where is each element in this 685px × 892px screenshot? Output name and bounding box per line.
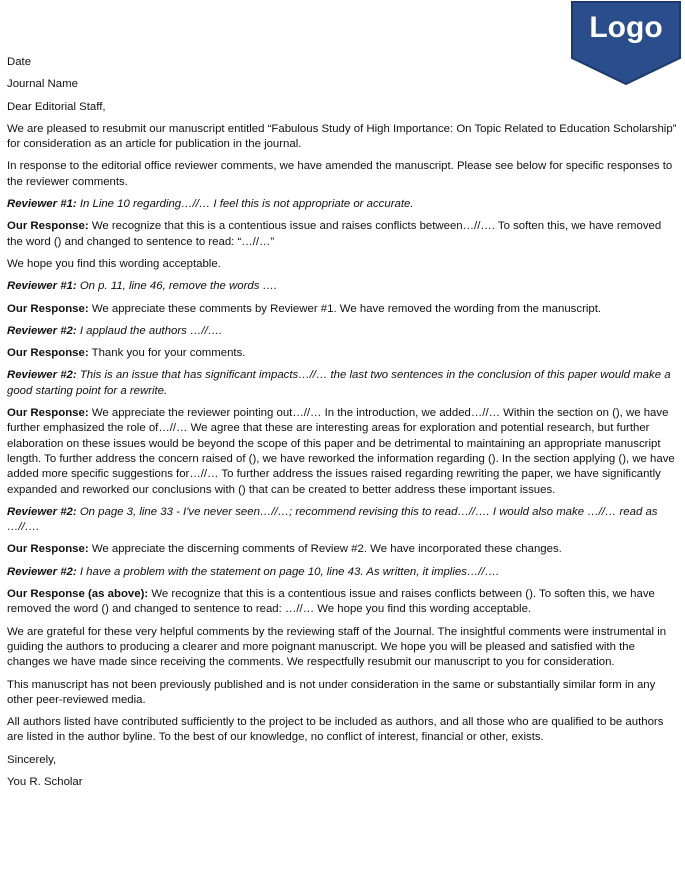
response-text: We appreciate the discerning comments of Review #2. We have incorporated these changes.	[88, 543, 562, 556]
reviewer-label: Reviewer #2:	[7, 505, 77, 518]
reviewer-comment	[7, 505, 679, 536]
reviewer-comment	[7, 197, 679, 212]
response-label: Our Response:	[7, 220, 89, 233]
closing-paragraph: All authors listed have contributed sufficiently to the project to be included as authors, and all those who are qualified to be authors are listed in the author byline. To the best of our knowledge, no conflict of interest, financial or other, exists.	[7, 716, 664, 744]
response-label: Our Response (as above):	[7, 588, 149, 601]
reviewer-label: Reviewer #1:	[7, 280, 77, 293]
date-line: Date	[7, 56, 32, 68]
response-text: We appreciate these comments by Reviewer #1. We have removed the wording from the manuscript.	[88, 302, 602, 315]
response-label: Our Response:	[7, 347, 89, 360]
reviewer-label: Reviewer #2:	[7, 324, 77, 337]
reviewer-comment-text: I have a problem with the statement on page 10, line 43. As written, it implies…//….	[76, 565, 500, 578]
author-response	[7, 219, 679, 250]
author-response	[7, 587, 679, 618]
letter-body	[7, 55, 679, 797]
signature: You R. Scholar	[7, 775, 83, 788]
reviewer-comment-text: On p. 11, line 46, remove the words ….	[76, 280, 278, 293]
author-response	[7, 346, 679, 361]
signoff: Sincerely,	[7, 753, 57, 766]
reviewer-comment-text: I applaud the authors …//….	[76, 324, 223, 337]
reviewer-comment-text: This is an issue that has significant impacts…//… the last two sentences in the conclusion of this paper would make a good starting point for a rewrite.	[7, 369, 671, 397]
reviewer-label: Reviewer #1:	[7, 198, 77, 211]
reviewer-label: Reviewer #2:	[7, 369, 77, 382]
response-label: Our Response:	[7, 302, 89, 315]
response-text: We recognize that this is a contentious issue and raises conflicts between…//…. To soften this, we have removed the word () and changed to sentence to read: “…//…”	[7, 220, 662, 248]
response-text: Thank you for your comments.	[88, 347, 246, 360]
logo-text: Logo	[589, 11, 663, 44]
response-text: We appreciate the reviewer pointing out…//… In the introduction, we added…//… Within the section on (), we have further emphasized the role of…//… We agree that these are interesting areas for exploration and potential research, but further elaboration on these issues would be beyond the scope of this paper and be detrimental to maintaining an appropriate manuscript length. To further address the concern raised of (), we have reworked the information regarding (). In the section applying (), we have added more specific suggestions for…//… To further address the issues raised regarding rewriting the paper, we have significantly expanded and reworked our conclusions with () that can be created to better address these important issues.	[7, 407, 675, 496]
response-label: Our Response:	[7, 543, 89, 556]
author-response	[7, 542, 679, 557]
reviewer-comment	[7, 279, 679, 294]
response-text: We recognize that this is a contentious issue and raises conflicts between (). To soften this, we have removed the word () and changed to sentence to read: …//… We hope you find this wording acceptable.	[7, 588, 655, 616]
intro-paragraph: In response to the editorial office reviewer comments, we have amended the manuscript. Please see below for specific responses to the reviewer comments.	[7, 160, 673, 188]
closing-paragraph: This manuscript has not been previously published and is not under consideration in the same or substantially similar form in any other peer-reviewed media.	[7, 678, 656, 706]
reviewer-comment	[7, 368, 679, 399]
reviewer-comment-text: In Line 10 regarding…//… I feel this is not appropriate or accurate.	[76, 198, 414, 211]
closing-paragraph: We are grateful for these very helpful comments by the reviewing staff of the Journal. The insightful comments were instrumental in guiding the authors to producing a clearer and more poignant manuscript. We hope you will be pleased and satisfied with the changes we have made since receiving the comments. We respectfully resubmit our manuscript to you for consideration.	[7, 625, 667, 669]
reviewer-label: Reviewer #2:	[7, 565, 77, 578]
salutation: Dear Editorial Staff,	[7, 100, 106, 113]
author-response	[7, 406, 679, 498]
response-followup: We hope you find this wording acceptable.	[7, 257, 221, 270]
intro-paragraph: We are pleased to resubmit our manuscript entitled “Fabulous Study of High Importance: On Topic Related to Education Scholarship” for consideration as an article for publication in the journal.	[7, 122, 677, 151]
journal-name: Journal Name	[7, 78, 78, 91]
reviewer-comment-text: On page 3, line 33 - I've never seen…//…; recommend revising this to read…//…. I would also make …//… read as …//….	[7, 505, 658, 534]
response-label: Our Response:	[7, 407, 89, 420]
author-response	[7, 302, 679, 317]
reviewer-comment	[7, 324, 679, 339]
reviewer-comment	[7, 565, 679, 580]
